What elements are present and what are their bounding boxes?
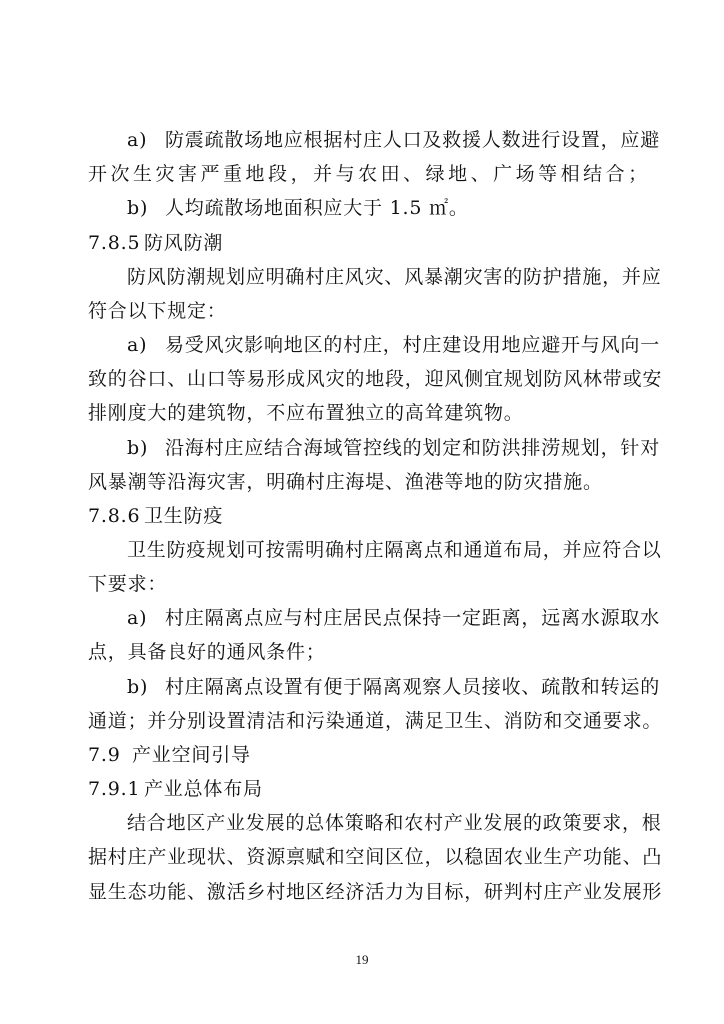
line-text: 易受风灾影响地区的村庄，村庄建设用地应避开与风向一 bbox=[165, 334, 661, 356]
list-item-b bbox=[127, 196, 648, 220]
body-line bbox=[127, 265, 662, 289]
item-marker: a) bbox=[127, 607, 148, 629]
section-heading-7-8-5 bbox=[88, 231, 648, 255]
section-heading-7-8-6 bbox=[88, 504, 648, 528]
line-text: 防震疏散场地应根据村庄人口及救援人数进行设置，应避 bbox=[165, 129, 661, 151]
line-text: 村庄隔离点应与村庄居民点保持一定距离，远离水源取水 bbox=[165, 607, 661, 629]
list-item-b bbox=[127, 436, 661, 460]
section-heading-7-9-1 bbox=[88, 777, 648, 801]
body-line bbox=[88, 572, 648, 596]
body-line bbox=[88, 709, 663, 733]
body-line bbox=[88, 401, 648, 425]
line-text: 据村庄产业现状、资源禀赋和空间区位，以稳固农业生产功能、凸 bbox=[88, 846, 663, 868]
line-text: 人均疏散场地面积应大于 1.5 ㎡。 bbox=[165, 197, 469, 219]
body-line bbox=[88, 470, 648, 494]
item-marker: b) bbox=[127, 676, 149, 698]
line-text: 结合地区产业发展的总体策略和农村产业发展的政策要求，根 bbox=[127, 812, 662, 834]
line-text: 风暴潮等沿海灾害，明确村庄海堤、渔港等地的防灾措施。 bbox=[88, 471, 603, 493]
line-text: 防风防潮规划应明确村庄风灾、风暴潮灾害的防护措施，并应 bbox=[127, 266, 662, 288]
section-heading-7-9 bbox=[88, 743, 648, 767]
section-title: 产业空间引导 bbox=[132, 744, 251, 766]
body-line bbox=[127, 538, 662, 562]
line-text: 村庄隔离点设置有便于隔离观察人员接收、疏散和转运的 bbox=[165, 676, 661, 698]
body-line bbox=[127, 811, 662, 835]
line-text: 显生态功能、激活乡村地区经济活力为目标，研判村庄产业发展形 bbox=[88, 881, 663, 903]
line-text: 开次生灾害严重地段，并与农田、绿地、广场等相结合； bbox=[88, 163, 648, 185]
line-text: 下要求： bbox=[88, 573, 168, 595]
list-item-a bbox=[127, 128, 661, 152]
line-text: 卫生防疫规划可按需明确村庄隔离点和通道布局，并应符合以 bbox=[127, 539, 662, 561]
list-item-a bbox=[127, 606, 661, 630]
line-text: 点，具备良好的通风条件； bbox=[88, 641, 326, 663]
body-line bbox=[88, 299, 648, 323]
body-line bbox=[88, 162, 648, 186]
page-number: 19 bbox=[355, 952, 369, 967]
section-number: 7.8.5 bbox=[88, 232, 141, 254]
item-marker: a) bbox=[127, 129, 148, 151]
body-line bbox=[88, 880, 663, 904]
line-text: 致的谷口、山口等易形成风灾的地段，迎风侧宜规划防风林带或安 bbox=[88, 368, 663, 390]
line-text: 排刚度大的建筑物，不应布置独立的高耸建筑物。 bbox=[88, 402, 524, 424]
section-title: 产业总体布局 bbox=[144, 778, 263, 800]
list-item-a bbox=[127, 333, 661, 357]
list-item-b bbox=[127, 675, 661, 699]
item-marker: b) bbox=[127, 437, 149, 459]
item-marker: a) bbox=[127, 334, 148, 356]
section-number: 7.9 bbox=[88, 744, 121, 766]
section-title: 防风防潮 bbox=[144, 232, 224, 254]
section-number: 7.8.6 bbox=[88, 505, 141, 527]
body-line bbox=[88, 845, 663, 869]
line-text: 沿海村庄应结合海域管控线的划定和防洪排涝规划，针对 bbox=[165, 437, 661, 459]
item-marker: b) bbox=[127, 197, 149, 219]
line-text: 通道；并分别设置清洁和污染通道，满足卫生、消防和交通要求。 bbox=[88, 710, 663, 732]
section-title: 卫生防疫 bbox=[144, 505, 224, 527]
body-line bbox=[88, 640, 648, 664]
line-text: 符合以下规定： bbox=[88, 300, 227, 322]
section-number: 7.9.1 bbox=[88, 778, 141, 800]
body-line bbox=[88, 367, 663, 391]
